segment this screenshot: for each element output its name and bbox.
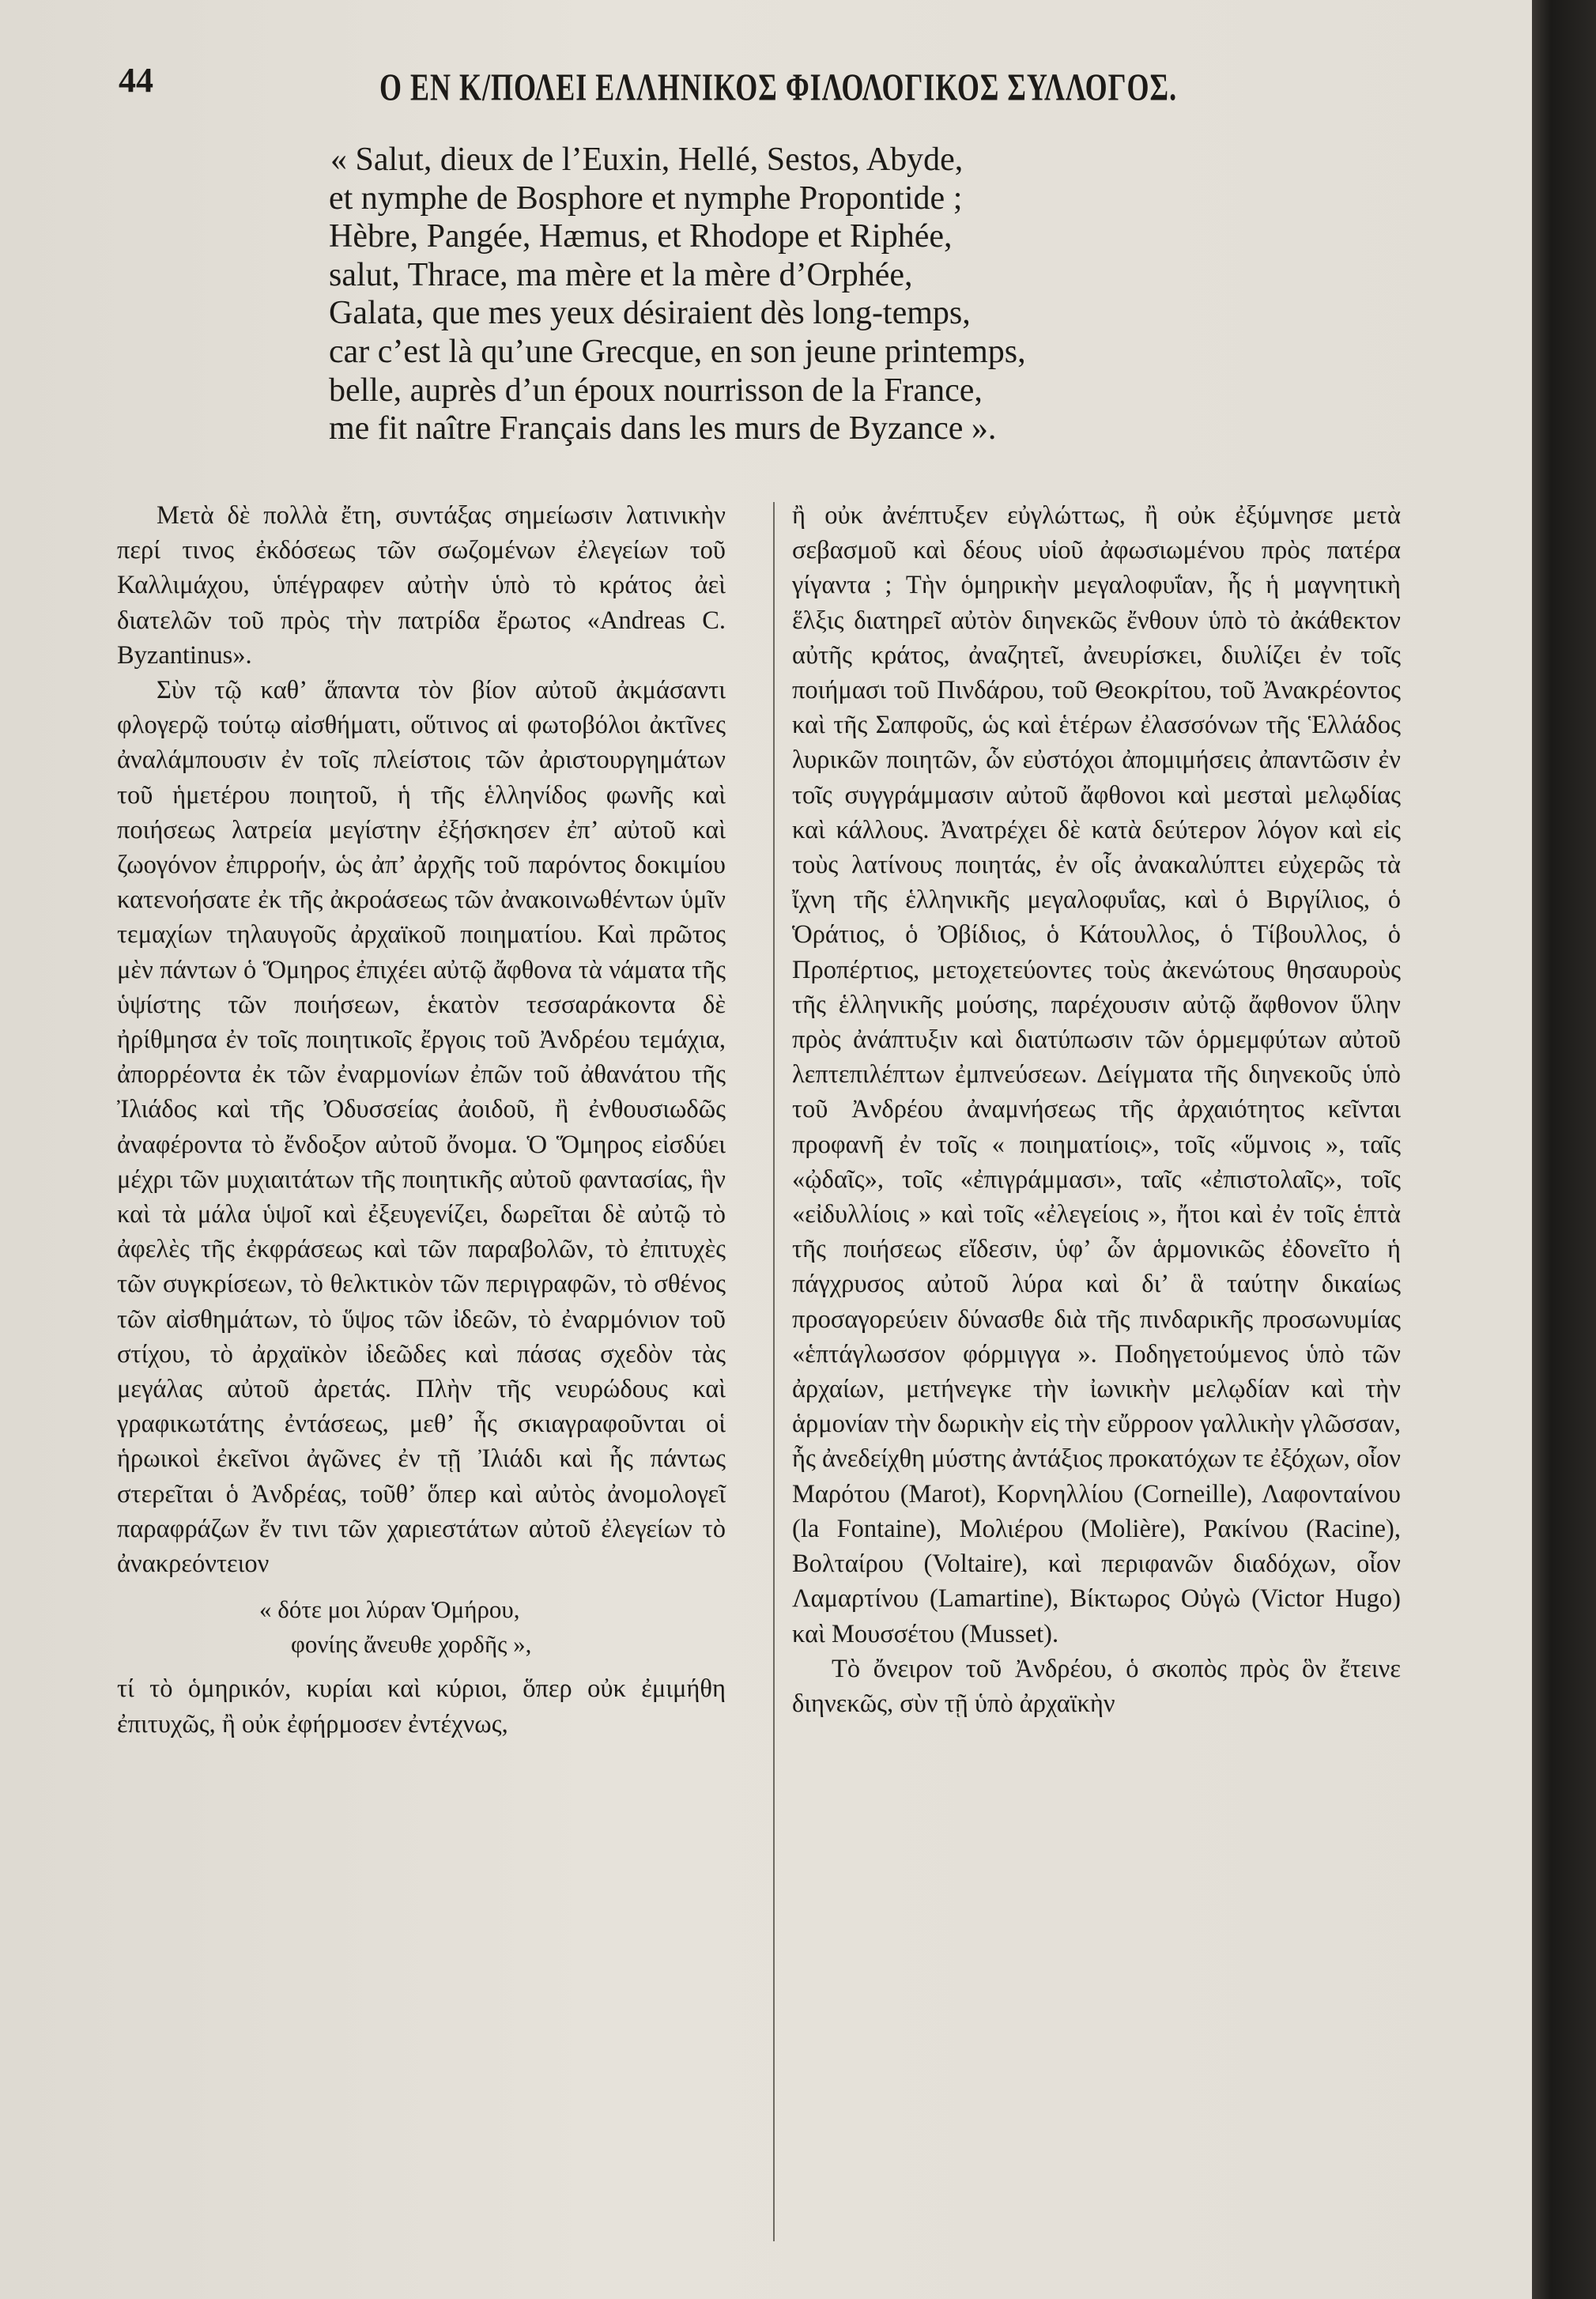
column-rule — [773, 502, 775, 2241]
paragraph: Τὸ ὄνειρον τοῦ Ἀνδρέου, ὁ σκοπὸς πρὸς ὃν ἔτεινε διηνεκῶς, σὺν τῇ ὑπὸ ἀρχαϊκὴν — [792, 1654, 1401, 1718]
page-header — [119, 60, 1454, 108]
quote-line: « δότε μοι λύραν Ὁμήρου, — [259, 1595, 520, 1624]
left-column — [117, 498, 726, 1742]
poem-line: salut, Thrace, ma mère et la mère d’Orphée, — [329, 256, 913, 293]
french-poem — [330, 141, 1279, 448]
quote-line: φονίης ἄνευθε χορδῆς », — [291, 1630, 532, 1659]
poem-line: belle, auprès d’un époux nourrisson de la France, — [329, 372, 983, 409]
paragraph: τί τὸ ὁμηρικόν, κυρίαι καὶ κύριοι, ὅπερ οὐκ ἐμιμήθη ἐπιτυχῶς, ἢ οὐκ ἐφήρμοσεν ἐντέχνως, — [117, 1674, 726, 1738]
poem-line: « Salut, dieux de l’Euxin, Hellé, Sestos, Abyde, — [330, 142, 964, 178]
block-quote — [117, 1592, 726, 1662]
right-column — [792, 498, 1401, 1721]
running-title: Ο ΕΝ Κ/ΠΟΛΕΙ ΕΛΛΗΝΙΚΟΣ ΦΙΛΟΛΟΓΙΚΟΣ ΣΥΛΛΟΓΟΣ. — [379, 66, 1178, 109]
poem-line: me fit naître Français dans les murs de Byzance ». — [329, 410, 997, 447]
paragraph: Μετὰ δὲ πολλὰ ἔτη, συντάξας σημείωσιν λατινικὴν περί τινος ἐκδόσεως τῶν σωζομένων ἐλεγείων τοῦ Καλλιμάχου, ὑπέγραφεν αὐτὴν ὑπὸ τὸ κράτος ἀεὶ διατελῶν τοῦ πρὸς τὴν πατρίδα ἔρωτος «Andreas C. Byzantinus». — [117, 501, 726, 670]
paragraph: ἢ οὐκ ἀνέπτυξεν εὐγλώττως, ἢ οὐκ ἐξύμνησε μετὰ σεβασμοῦ καὶ δέους υἱοῦ ἀφωσιωμένου πρὸς πατέρα γίγαντα ; Τὴν ὁμηρικὴν μεγαλοφυΐαν, ἧς ἡ μαγνητικὴ ἕλξις διατηρεῖ αὐτὸν διηνεκῶς ἔνθουν ὑπὸ τὸ ἀκάθεκτον αὐτῆς κράτος, ἀναζητεῖ, ἀνευρίσκει, διυλίζει ἐν τοῖς ποιήμασι τοῦ Πινδάρου, τοῦ Θεοκρίτου, τοῦ Ἀνακρέοντος καὶ τῆς Σαπφοῦς, ὡς καὶ ἑτέρων ἐλασσόνων τῆς Ἑλλάδος λυρικῶν ποιητῶν, ὧν εὐστόχοι ἀπομιμήσεις ἀπαντῶσιν ἐν τοῖς συγγράμμασιν αὐτοῦ ἄφθονοι καὶ μεσταὶ μελῳδίας καὶ κάλλους. Ἀνατρέχει δὲ κατὰ δεύτερον λόγον καὶ εἰς τοὺς λατίνους ποιητάς, ἐν οἷς ἀνακαλύπτει εὐχερῶς τὰ ἴχνη τῆς ἑλληνικῆς μεγαλοφυΐας, καὶ ὁ Βιργίλιος, ὁ Ὁράτιος, ὁ Ὀβίδιος, ὁ Κάτουλλος, ὁ Τίβουλλος, ὁ Προπέρτιος, μετοχετεύοντες τοὺς ἀκενώτους θησαυροὺς τῆς ἑλληνικῆς μούσης, παρέχουσιν αὐτῷ ἄφθονον ὕλην πρὸς ἀνάπτυξιν καὶ διατύπωσιν τῶν ὁρμεμφύτων αὐτοῦ λεπτεπιλέπτων ἐμπνεύσεων. Δείγματα τῆς διηνεκοῦς ὑπὸ τοῦ Ἀνδρέου ἀναμνήσεως τῆς ἀρχαιότητος κεῖνται προφανῆ ἐν τοῖς « ποιηματίοις», τοῖς «ὕμνοις », ταῖς «ᾠδαῖς», τοῖς «ἐπιγράμμασι», ταῖς «ἐπιστολαῖς», τοῖς «εἰδυλλίοις » καὶ τοῖς «ἐλεγείοις », ἤτοι καὶ ἐν τοῖς ἑπτὰ τῆς ποιήσεως εἴδεσιν, ὑφ’ ὧν ἁρμονικῶς ἐδονεῖτο ἡ πάγχρυσος αὐτοῦ λύρα καὶ δι’ ἃ ταύτην δικαίως προσαγορεύειν δύνασθε διὰ τῆς πινδαρικῆς προσωνυμίας «ἑπτάγλωσσον φόρμιγγα ». Ποδηγετούμενος ὑπὸ τῶν ἀρχαίων, μετήνεγκε τὴν ἰωνικὴν μελῳδίαν καὶ τὴν ἁρμονίαν τὴν δωρικὴν εἰς τὴν εὔρροον γαλλικὴν γλῶσσαν, ἧς ἀνεδείχθη μύστης ἀντάξιος προκατόχων τε ἐξόχων, οἷον Μαρότου (Marot), Κορνηλλίου (Corneille), Λαφονταίνου (la Fontaine), Μολιέρου (Molière), Ρακίνου (Racine), Βολταίρου (Voltaire), καὶ περιφανῶν διαδόχων, οἷον Λαμαρτίνου (Lamartine), Βίκτωρος Οὐγὼ (Victor Hugo) καὶ Μουσσέτου (Musset). — [792, 501, 1401, 1648]
poem-line: Hèbre, Pangée, Hæmus, et Rhodope et Riphée, — [329, 218, 953, 255]
book-gutter — [1532, 0, 1596, 2299]
poem-line: Galata, que mes yeux désiraient dès long-temps, — [329, 295, 971, 332]
poem-line: car c’est là qu’une Grecque, en son jeune printemps, — [329, 333, 1026, 370]
page-number: 44 — [119, 61, 153, 100]
paragraph: Σὺν τῷ καθ’ ἅπαντα τὸν βίον αὐτοῦ ἀκμάσαντι φλογερῷ τούτῳ αἰσθήματι, οὕτινος αἱ φωτοβόλοι ἀκτῖνες ἀναλάμπουσιν ἐν τοῖς πλείστοις τῶν ἀριστουργημάτων τοῦ ἡμετέρου ποιητοῦ, ἡ τῆς ἑλληνίδος φωνῆς καὶ ποιήσεως λατρεία μεγίστην ἐξήσκησεν ἐπ’ αὐτοῦ καὶ ζωογόνον ἐπιρροήν, ὡς ἀπ’ ἀρχῆς τοῦ παρόντος δοκιμίου κατενοήσατε ἐκ τῆς ἀκροάσεως τῶν ἀνακοινωθέντων ὑμῖν τεμαχίων τηλαυγοῦς ἀρχαϊκοῦ ποιηματίου. Καὶ πρῶτος μὲν πάντων ὁ Ὅμηρος ἐπιχέει αὐτῷ ἄφθονα τὰ νάματα τῆς ὑψίστης τῶν ποιήσεων, ἑκατὸν τεσσαράκοντα δὲ ἠρίθμησα ἐν τοῖς ποιητικοῖς ἔργοις τοῦ Ἀνδρέου τεμάχια, ἀπορρέοντα ἐκ τῶν ἐναρμονίων ἐπῶν τοῦ ἀθανάτου τῆς Ἰλιάδος καὶ τῆς Ὀδυσσείας ἀοιδοῦ, ἢ ἐνθουσιωδῶς ἀναφέροντα τὸ ἔνδοξον αὐτοῦ ὄνομα. Ὁ Ὅμηρος εἰσδύει μέχρι τῶν μυχιαιτάτων τῆς ποιητικῆς αὐτοῦ φαντασίας, ἣν καὶ τὰ μάλα ὑψοῖ καὶ ἐξευγενίζει, δωρεῖται δὲ αὐτῷ τὸ ἀφελὲς τῆς ἐκφράσεως καὶ τῶν παραβολῶν, τὸ ἐπιτυχὲς τῶν συγκρίσεων, τὸ θελκτικὸν τῶν περιγραφῶν, τὸ σθένος τῶν αἰσθημάτων, τὸ ὕψος τῶν ἰδεῶν, τὸ ἐναρμόνιον τοῦ στίχου, τὸ ἀρχαϊκὸν ἰδεῶδες καὶ πάσας σχεδὸν τὰς μεγάλας αὐτοῦ ἀρετάς. Πλὴν τῆς νευρώδους καὶ γραφικωτάτης ἐντάσεως, μεθ’ ἧς σκιαγραφοῦνται οἱ ἡρωικοὶ ἐκεῖνοι ἀγῶνες ἐν τῇ Ἰλιάδι καὶ ἧς πάντως στερεῖται ὁ Ἀνδρέας, τοῦθ’ ὅπερ καὶ αὐτὸς ἀνομολογεῖ παραφράζων ἔν τινι τῶν χαριεστάτων αὐτοῦ ἐλεγείων τὸ ἀνακρεόντειον — [117, 676, 726, 1579]
poem-line: et nymphe de Bosphore et nymphe Propontide ; — [329, 179, 963, 217]
